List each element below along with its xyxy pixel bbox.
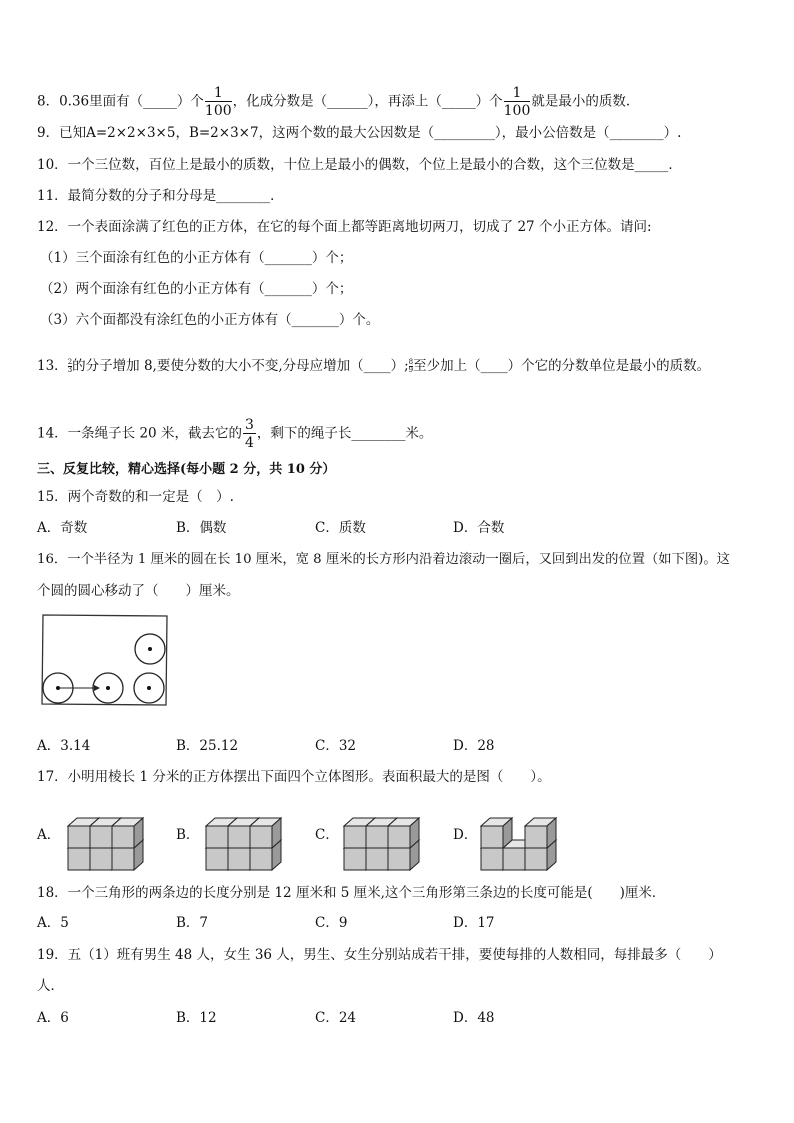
cube-figure-a[interactable] (66, 800, 156, 875)
q17-label-b[interactable]: B． (176, 827, 200, 843)
q16-option-b[interactable]: B．25.12 (176, 738, 239, 754)
q18-option-b[interactable]: B．7 (176, 915, 209, 931)
q18-option-a[interactable]: A．5 (37, 915, 69, 931)
q19-option-a[interactable]: A．6 (37, 1010, 69, 1026)
question-10: 10．一个三位数，百位上是最小的质数，十位上是最小的偶数，个位上是最小的合数，这个三位数是_____． (37, 157, 682, 173)
q8-text-a: 8．0.36里面有（_____）个 (37, 93, 204, 110)
question-13: 13． $\frac{2}{3}$的分子增加 8,要使分数的大小不变,分母应增加（____）; $\frac{8}{9}$至少加上（____）个它的分数单位是最小的质数。 (37, 358, 711, 374)
q15-option-d[interactable]: D．合数 (453, 520, 505, 536)
question-9: 9．已知A=2×2×3×5，B=2×3×7，这两个数的最大公因数是（_________），最小公倍数是（________）. (37, 125, 682, 141)
q17-label-c[interactable]: C． (315, 827, 339, 843)
cube-figure-c[interactable] (342, 800, 432, 875)
section-3-heading: 三、反复比较，精心选择(每小题 2 分，共 10 分） (37, 462, 336, 477)
q8-text-b: ，化成分数是（______），再添上（_____）个 (232, 93, 503, 110)
q15-option-c[interactable]: C．质数 (315, 520, 366, 536)
question-17: 17．小明用棱长 1 分米的正方体摆出下面四个立体图形。表面积最大的是图（ ）。 (37, 769, 551, 785)
q18-option-d[interactable]: D．17 (453, 915, 495, 931)
question-11: 11．最简分数的分子和分母是________． (37, 188, 284, 204)
question-8 (37, 86, 630, 118)
q19-option-b[interactable]: B．12 (176, 1010, 217, 1026)
fraction-8-9: $\frac{8}{9}$ (408, 358, 414, 374)
unit-cube (481, 818, 512, 848)
unit-cube (250, 818, 281, 848)
q15-option-b[interactable]: B．偶数 (176, 520, 227, 536)
unit-cube (112, 818, 143, 848)
question-12-stem: 12．一个表面涂满了红色的正方体，在它的每个面上都等距离地切两刀，切成了 27 个小正方体。请问: (37, 219, 652, 235)
cube-figure-d[interactable] (479, 800, 569, 875)
q17-label-a[interactable]: A． (37, 827, 61, 843)
q19-option-d[interactable]: D．48 (453, 1010, 495, 1026)
q15-option-a[interactable]: A．奇数 (37, 520, 88, 536)
question-16-line1: 16．一个半径为 1 厘米的圆在长 10 厘米，宽 8 厘米的长方形内沿着边滚动一圈后，又回到出发的位置（如下图)。这 (37, 552, 730, 567)
question-15: 15．两个奇数的和一定是（ ）. (37, 489, 234, 505)
q16-option-c[interactable]: C．32 (315, 738, 357, 754)
fraction-1-100-b: $\frac{1}{100}$ (503, 85, 531, 119)
question-12-part3: （3）六个面都没有涂红色的小正方体有（_______）个。 (40, 312, 380, 328)
question-14: 14．一条绳子长 20 米，截去它的 $\frac{3}{4}$ ，剩下的绳子长________米。 (37, 417, 433, 451)
q16-option-a[interactable]: A．3.14 (37, 738, 91, 754)
question-12-part2: （2）两个面涂有红色的小正方体有（_______）个； (40, 281, 353, 297)
q18-option-c[interactable]: C．9 (315, 915, 348, 931)
cube-figure-b[interactable] (204, 800, 294, 875)
question-12-part1: （1）三个面涂有红色的小正方体有（_______）个； (40, 250, 353, 266)
question-16-line2: 个圆的圆心移动了（ ）厘米。 (37, 583, 240, 599)
fraction-1-100: $\frac{1}{100}$ (204, 85, 232, 119)
question-18: 18．一个三角形的两条边的长度分别是 12 厘米和 5 厘米,这个三角形第三条边的长度可能是( )厘米． (37, 885, 666, 901)
question-19-line2: 人． (37, 978, 64, 994)
q16-option-d[interactable]: D．28 (453, 738, 495, 754)
fraction-3-4: $\frac{3}{4}$ (244, 417, 254, 451)
q8-text-c: 就是最小的质数. (531, 93, 631, 110)
q19-option-c[interactable]: C．24 (315, 1010, 357, 1026)
unit-cube (525, 818, 556, 848)
unit-cube (388, 818, 419, 848)
rolling-circle-diagram (40, 612, 170, 708)
fraction-2-3: $\frac{2}{3}$ (67, 358, 73, 374)
question-19-line1: 19．五（1）班有男生 48 人，女生 36 人，男生、女生分别站成若干排，要使每排的人数相同，每排最多（ ） (37, 947, 722, 963)
q17-label-d[interactable]: D． (453, 827, 478, 843)
